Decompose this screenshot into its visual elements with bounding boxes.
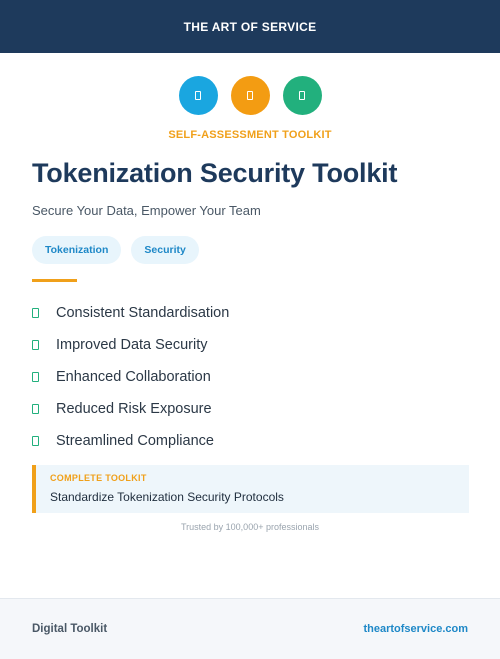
brand-name: THE ART OF SERVICE	[183, 19, 317, 34]
feature-label: Enhanced Collaboration	[56, 369, 211, 385]
footer-website-link[interactable]: theartofservice.com	[363, 623, 468, 635]
callout-text: Standardize Tokenization Security Protocols	[50, 490, 284, 504]
trust-note: Trusted by 100,000+ professionals	[180, 522, 319, 532]
feature-list	[32, 297, 229, 457]
header-bar	[0, 0, 500, 53]
checkbox-icon	[32, 436, 39, 446]
accent-divider	[32, 279, 77, 282]
icon-row	[0, 76, 500, 115]
feature-label: Consistent Standardisation	[56, 305, 230, 321]
checkbox-icon	[32, 308, 39, 318]
document-icon	[283, 76, 322, 115]
callout-box	[32, 465, 469, 513]
document-icon	[179, 76, 218, 115]
feature-label: Improved Data Security	[56, 337, 208, 353]
tag-list	[32, 236, 199, 264]
list-item	[32, 393, 229, 425]
checkbox-icon	[32, 404, 39, 414]
callout-eyebrow: COMPLETE TOOLKIT	[50, 473, 147, 483]
page-subtitle: Secure Your Data, Empower Your Team	[32, 203, 261, 218]
tag-security: Security	[131, 236, 198, 264]
document-icon	[231, 76, 270, 115]
tag-tokenization: Tokenization	[32, 236, 121, 264]
feature-label: Reduced Risk Exposure	[56, 401, 212, 417]
feature-label: Streamlined Compliance	[56, 433, 214, 449]
eyebrow-label: SELF-ASSESSMENT TOOLKIT	[168, 129, 332, 141]
checkbox-icon	[32, 340, 39, 350]
page-title: Tokenization Security Toolkit	[32, 158, 398, 188]
list-item	[32, 297, 229, 329]
list-item	[32, 361, 229, 393]
list-item	[32, 425, 229, 457]
list-item	[32, 329, 229, 361]
footer-label: Digital Toolkit	[32, 623, 108, 635]
footer-bar	[0, 598, 500, 659]
checkbox-icon	[32, 372, 39, 382]
